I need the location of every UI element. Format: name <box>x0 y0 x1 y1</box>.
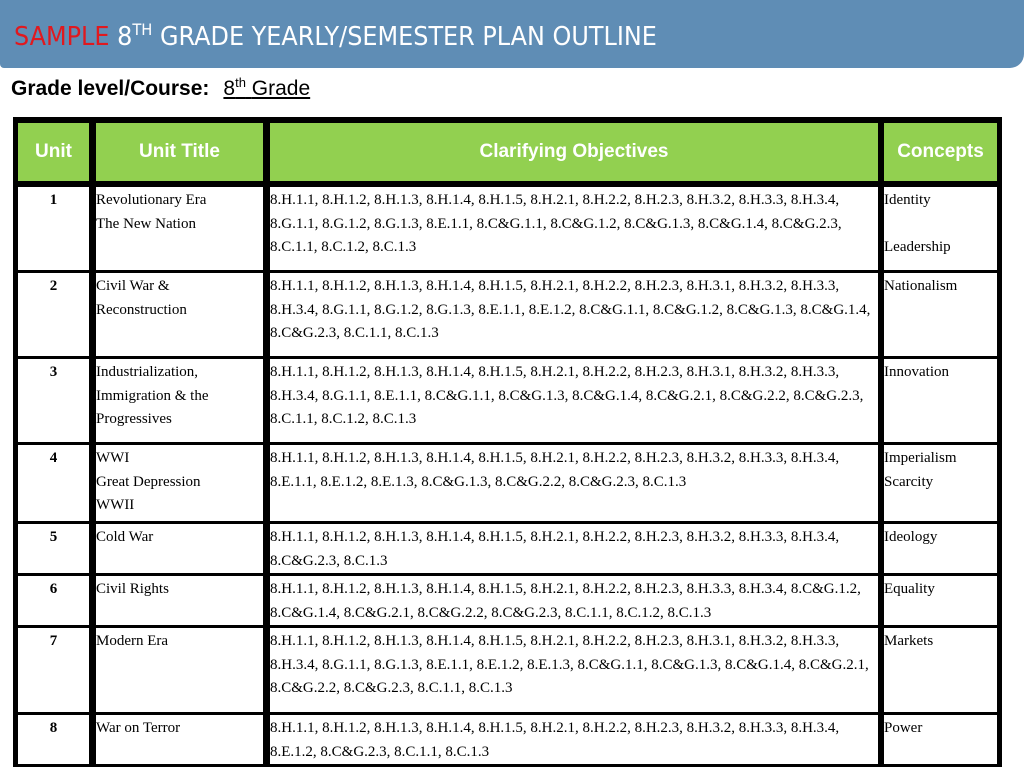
table-row <box>13 524 1002 576</box>
clarifying-objectives: 8.H.1.1, 8.H.1.2, 8.H.1.3, 8.H.1.4, 8.H.1.5, 8.H.2.1, 8.H.2.2, 8.H.2.3, 8.H.3.2, 8.H.3.3, 8.H.3.4, 8.C&G.2.3, 8.C.1.3 <box>266 524 881 576</box>
unit-title: Industrialization, Immigration & the Progressives <box>92 359 266 445</box>
unit-number: 4 <box>13 445 92 524</box>
grade-level-label: Grade level/Course: <box>11 77 210 100</box>
unit-number: 6 <box>13 576 92 628</box>
title-sample-word: SAMPLE <box>14 22 110 52</box>
grade-level-line <box>11 75 310 101</box>
clarifying-objectives: 8.H.1.1, 8.H.1.2, 8.H.1.3, 8.H.1.4, 8.H.1.5, 8.H.2.1, 8.H.2.2, 8.H.2.3, 8.H.3.1, 8.H.3.2, 8.H.3.3, 8.H.3.4, 8.G.1.1, 8.G.1.3, 8.E.1.1, 8.E.1.2, 8.E.1.3, 8.C&G.1.1, 8.C&G.1.3, 8.C&G.1.4, 8.C&G.2.1, 8.C&G.2.2, 8.C&G.2.3, 8.C.1.1, 8.C.1.3 <box>266 628 881 715</box>
title-grade-number: 8 <box>117 22 133 52</box>
table-row <box>13 715 1002 767</box>
clarifying-objectives: 8.H.1.1, 8.H.1.2, 8.H.1.3, 8.H.1.4, 8.H.1.5, 8.H.2.1, 8.H.2.2, 8.H.2.3, 8.H.3.2, 8.H.3.3, 8.H.3.4, 8.G.1.1, 8.G.1.2, 8.G.1.3, 8.E.1.1, 8.C&G.1.1, 8.C&G.1.2, 8.C&G.1.3, 8.C&G.1.4, 8.C&G.2.3, 8.C.1.1, 8.C.1.2, 8.C.1.3 <box>266 187 881 273</box>
column-header-unit-title: Unit Title <box>92 117 266 187</box>
unit-number: 8 <box>13 715 92 767</box>
unit-title: Modern Era <box>92 628 266 715</box>
clarifying-objectives: 8.H.1.1, 8.H.1.2, 8.H.1.3, 8.H.1.4, 8.H.1.5, 8.H.2.1, 8.H.2.2, 8.H.2.3, 8.H.3.2, 8.H.3.3, 8.H.3.4, 8.E.1.1, 8.E.1.2, 8.E.1.3, 8.C&G.1.3, 8.C&G.2.2, 8.C&G.2.3, 8.C.1.3 <box>266 445 881 524</box>
unit-number: 7 <box>13 628 92 715</box>
title-grade-superscript: TH <box>132 20 153 39</box>
concepts: Ideology <box>881 524 1002 576</box>
grade-level-number: 8 <box>223 77 236 100</box>
grade-level-superscript: th <box>235 75 246 90</box>
concepts: Markets <box>881 628 1002 715</box>
unit-number: 1 <box>13 187 92 273</box>
clarifying-objectives: 8.H.1.1, 8.H.1.2, 8.H.1.3, 8.H.1.4, 8.H.1.5, 8.H.2.1, 8.H.2.2, 8.H.2.3, 8.H.3.1, 8.H.3.2, 8.H.3.3, 8.H.3.4, 8.G.1.1, 8.G.1.2, 8.G.1.3, 8.E.1.1, 8.E.1.2, 8.C&G.1.1, 8.C&G.1.2, 8.C&G.1.3, 8.C&G.1.4, 8.C&G.2.3, 8.C.1.1, 8.C.1.3 <box>266 273 881 359</box>
table-row <box>13 628 1002 715</box>
grade-level-value <box>223 77 310 100</box>
unit-number: 3 <box>13 359 92 445</box>
title-bar <box>0 0 1024 68</box>
column-header-concepts: Concepts <box>881 117 1002 187</box>
unit-title: War on Terror <box>92 715 266 767</box>
column-header-clarifying-objectives: Clarifying Objectives <box>266 117 881 187</box>
clarifying-objectives: 8.H.1.1, 8.H.1.2, 8.H.1.3, 8.H.1.4, 8.H.1.5, 8.H.2.1, 8.H.2.2, 8.H.2.3, 8.H.3.1, 8.H.3.2, 8.H.3.3, 8.H.3.4, 8.G.1.1, 8.E.1.1, 8.C&G.1.1, 8.C&G.1.3, 8.C&G.1.4, 8.C&G.2.1, 8.C&G.2.2, 8.C&G.2.3, 8.C.1.1, 8.C.1.2, 8.C.1.3 <box>266 359 881 445</box>
unit-title: WWI Great Depression WWII <box>92 445 266 524</box>
concepts: Equality <box>881 576 1002 628</box>
unit-title: Civil War & Reconstruction <box>92 273 266 359</box>
clarifying-objectives: 8.H.1.1, 8.H.1.2, 8.H.1.3, 8.H.1.4, 8.H.1.5, 8.H.2.1, 8.H.2.2, 8.H.2.3, 8.H.3.3, 8.H.3.4, 8.C&G.1.2, 8.C&G.1.4, 8.C&G.2.1, 8.C&G.2.2, 8.C&G.2.3, 8.C.1.1, 8.C.1.2, 8.C.1.3 <box>266 576 881 628</box>
plan-table <box>13 117 1002 767</box>
table-row <box>13 359 1002 445</box>
concepts: Innovation <box>881 359 1002 445</box>
title-rest: GRADE YEARLY/SEMESTER PLAN OUTLINE <box>159 22 657 52</box>
unit-title: Cold War <box>92 524 266 576</box>
unit-title: Revolutionary Era The New Nation <box>92 187 266 273</box>
column-header-unit: Unit <box>13 117 92 187</box>
concepts: Nationalism <box>881 273 1002 359</box>
clarifying-objectives: 8.H.1.1, 8.H.1.2, 8.H.1.3, 8.H.1.4, 8.H.1.5, 8.H.2.1, 8.H.2.2, 8.H.2.3, 8.H.3.2, 8.H.3.3, 8.H.3.4, 8.E.1.2, 8.C&G.2.3, 8.C.1.1, 8.C.1.3 <box>266 715 881 767</box>
unit-number: 2 <box>13 273 92 359</box>
table-row <box>13 187 1002 273</box>
table-header-row <box>13 117 1002 187</box>
unit-title: Civil Rights <box>92 576 266 628</box>
concepts: Imperialism Scarcity <box>881 445 1002 524</box>
table-row <box>13 445 1002 524</box>
page-title <box>14 22 657 52</box>
unit-number: 5 <box>13 524 92 576</box>
grade-level-word: Grade <box>251 77 311 100</box>
table-row <box>13 273 1002 359</box>
concepts: Power <box>881 715 1002 767</box>
concepts: Identity Leadership <box>881 187 1002 273</box>
table-row <box>13 576 1002 628</box>
